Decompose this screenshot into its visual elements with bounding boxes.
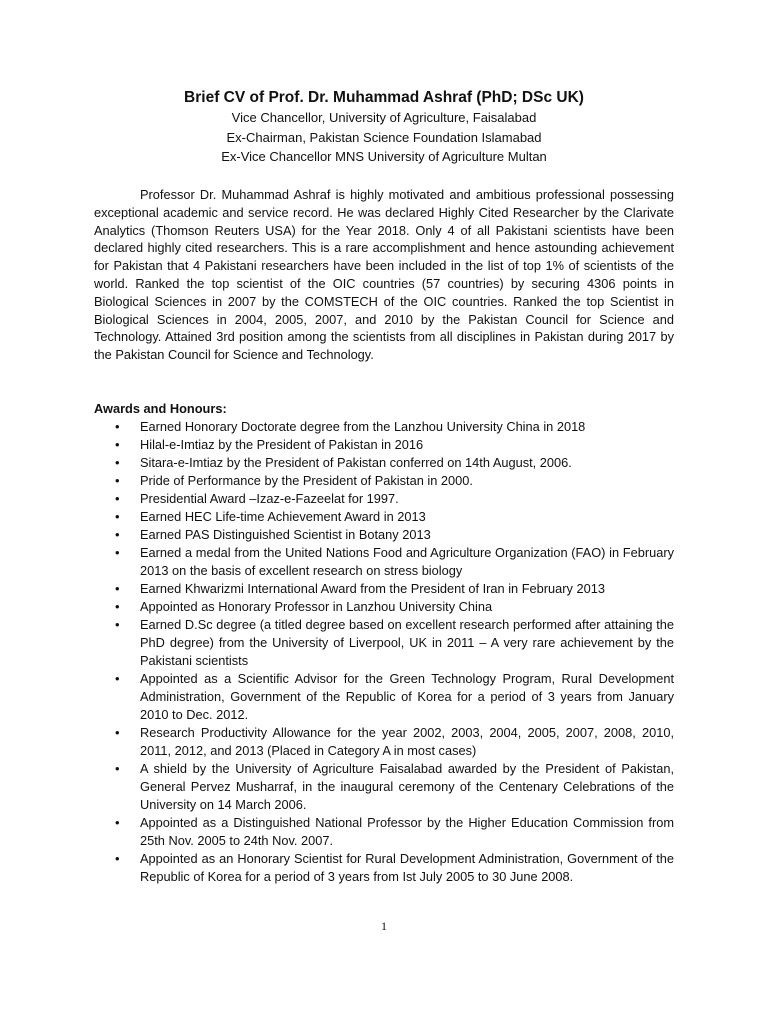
award-text: Research Productivity Allowance for the year 2002, 2003, 2004, 2005, 2007, 2008, 2010, 2011, 2012, and 2013 (Placed in Category A in most cases)	[140, 725, 674, 758]
award-text: Hilal-e-Imtiaz by the President of Pakistan in 2016	[140, 437, 424, 452]
bullet-icon: •	[115, 437, 120, 452]
page-number: 1	[381, 919, 387, 933]
bullet-icon: •	[115, 599, 120, 614]
award-item	[94, 508, 674, 526]
awards-heading: Awards and Honours:	[94, 401, 227, 416]
award-text: Sitara-e-Imtiaz by the President of Pakistan conferred on 14th August, 2006.	[140, 455, 572, 470]
award-text: Earned Khwarizmi International Award from the President of Iran in February 2013	[140, 581, 605, 596]
award-item	[94, 526, 674, 544]
bullet-icon: •	[115, 545, 120, 560]
award-text: Earned HEC Life-time Achievement Award in 2013	[140, 509, 426, 524]
award-item	[94, 760, 674, 814]
award-text: Earned a medal from the United Nations Food and Agriculture Organization (FAO) in February 2013 on the basis of excellent research on stress biology	[140, 545, 674, 578]
award-item	[94, 418, 674, 436]
bullet-icon: •	[115, 851, 120, 866]
award-item	[94, 454, 674, 472]
award-item	[94, 598, 674, 616]
award-text: Appointed as an Honorary Scientist for Rural Development Administration, Government of the Republic of Korea for a period of 3 years from Ist July 2005 to 30 June 2008.	[140, 851, 674, 884]
document-title: Brief CV of Prof. Dr. Muhammad Ashraf (PhD; DSc UK)	[184, 89, 584, 106]
position-line-1: Vice Chancellor, University of Agriculture, Faisalabad	[231, 110, 537, 125]
award-item	[94, 670, 674, 724]
award-item	[94, 490, 674, 508]
award-text: Earned D.Sc degree (a titled degree based on excellent research performed after attaining the PhD degree) from the University of Liverpool, UK in 2011 – A very rare achievement by the Pakistani scientists	[140, 617, 674, 668]
award-text: A shield by the University of Agriculture Faisalabad awarded by the President of Pakistan, General Pervez Musharraf, in the inaugural ceremony of the Centenary Celebrations of the University on 14 March 2006.	[140, 761, 674, 812]
award-text: Appointed as a Scientific Advisor for the Green Technology Program, Rural Development Administration, Government of the Republic of Korea for a period of 3 years from January 2010 to Dec. 2012.	[140, 671, 674, 722]
award-item	[94, 472, 674, 490]
award-text: Appointed as Honorary Professor in Lanzhou University China	[140, 599, 493, 614]
bullet-icon: •	[115, 419, 120, 434]
bullet-icon: •	[115, 527, 120, 542]
awards-list	[94, 418, 674, 886]
bullet-icon: •	[115, 725, 120, 740]
award-text: Pride of Performance by the President of Pakistan in 2000.	[140, 473, 473, 488]
award-item	[94, 544, 674, 580]
bullet-icon: •	[115, 491, 120, 506]
award-text: Appointed as a Distinguished National Professor by the Higher Education Commission from 25th Nov. 2005 to 24th Nov. 2007.	[140, 815, 674, 848]
award-item	[94, 580, 674, 598]
bullet-icon: •	[115, 815, 120, 830]
bullet-icon: •	[115, 581, 120, 596]
bullet-icon: •	[115, 455, 120, 470]
bullet-icon: •	[115, 473, 120, 488]
award-item	[94, 814, 674, 850]
award-item	[94, 616, 674, 670]
award-item	[94, 724, 674, 760]
award-text: Earned Honorary Doctorate degree from the Lanzhou University China in 2018	[140, 419, 586, 434]
bullet-icon: •	[115, 617, 120, 632]
document-header	[0, 88, 768, 167]
position-line-3: Ex-Vice Chancellor MNS University of Agriculture Multan	[221, 149, 547, 164]
award-text: Presidential Award –Izaz-e-Fazeelat for 1997.	[140, 491, 399, 506]
award-text: Earned PAS Distinguished Scientist in Botany 2013	[140, 527, 431, 542]
bullet-icon: •	[115, 671, 120, 686]
award-item	[94, 436, 674, 454]
position-line-2: Ex-Chairman, Pakistan Science Foundation Islamabad	[226, 129, 542, 145]
award-item	[94, 850, 674, 886]
bullet-icon: •	[115, 509, 120, 524]
intro-paragraph: Professor Dr. Muhammad Ashraf is highly motivated and ambitious professional possessing exceptional academic and service record. He was declared Highly Cited Researcher by the Clarivate Analytics (Thomson Reuters USA) for the Year 2018. Only 4 of all Pakistani scientists have been declared highly cited researchers. This is a rare accomplishment and hence astounding achievement for Pakistan that 4 Pakistani researchers have been included in the list of top 1% of scientists of the world. Ranked the top scientist of the OIC countries (57 countries) by securing 4306 points in Biological Sciences in 2007 by the COMSTECH of the OIC countries. Ranked the top Scientist in Biological Sciences in 2004, 2005, 2007, and 2010 by the Pakistan Council for Science and Technology. Attained 3rd position among the scientists from all disciplines in Pakistan during 2017 by the Pakistan Council for Science and Technology.	[94, 187, 674, 363]
bullet-icon: •	[115, 761, 120, 776]
